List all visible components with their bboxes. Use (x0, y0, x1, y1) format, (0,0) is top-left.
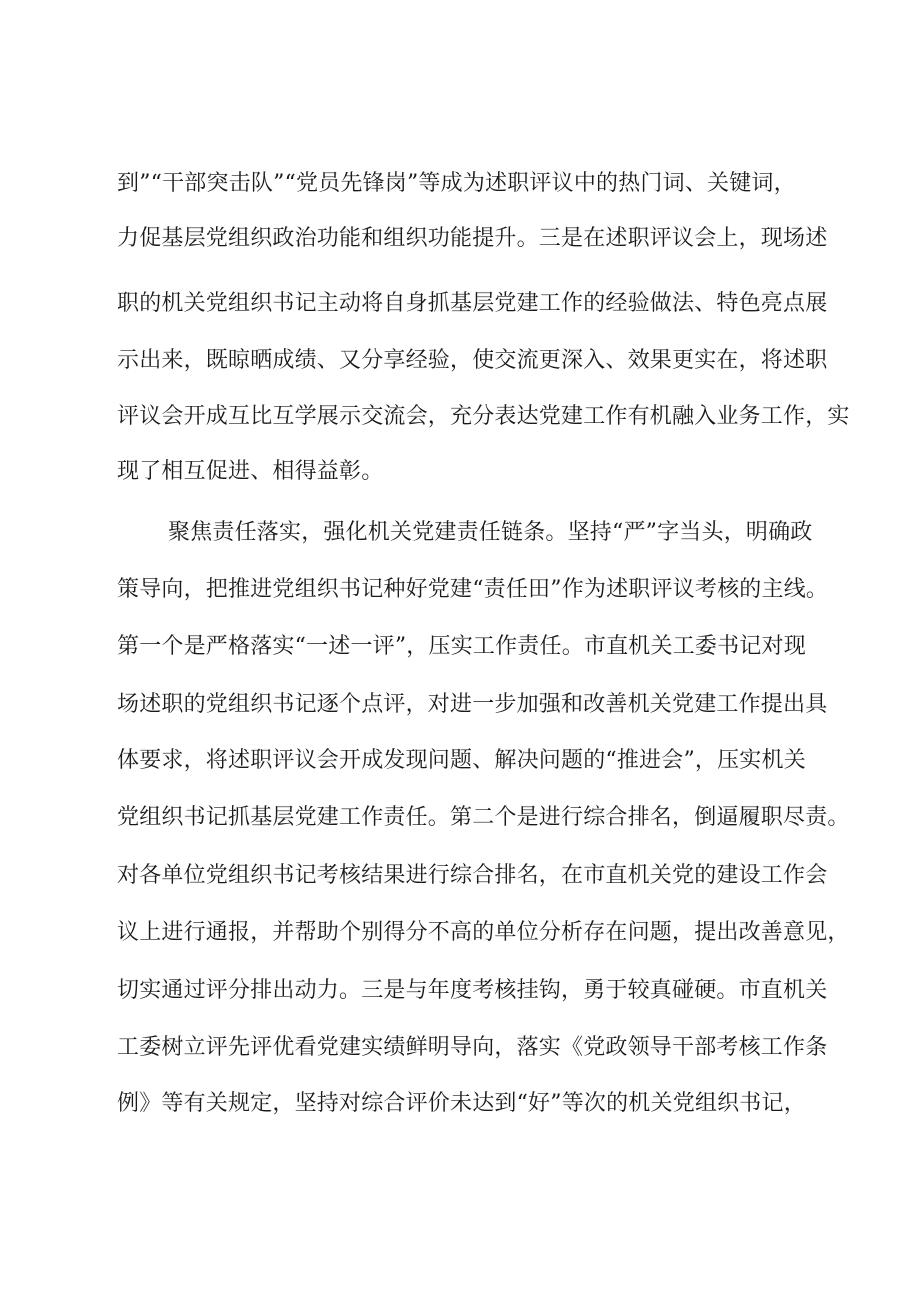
paragraph-2-line-3: 第一个是严格落实“一述一评”，压实工作责任。市直机关工委书记对现 (117, 634, 806, 659)
paragraph-2-line-6: 党组织书记抓基层党建工作责任。第二个是进行综合排名，倒逼履职尽责。 (117, 805, 850, 830)
paragraph-1-line-1: 到”“干部突击队”“党员先锋岗”等成为述职评议中的热门词、关键词， (117, 171, 796, 196)
paragraph-2-line-8: 议上进行通报，并帮助个别得分不高的单位分析存在问题，提出改善意见， (117, 920, 850, 945)
paragraph-1-line-4: 示出来，既晾晒成绩、又分享经验，使交流更深入、效果更实在，将述职 (117, 348, 828, 373)
paragraph-1-line-3: 职的机关党组织书记主动将自身抓基层党建工作的经验做法、特色亮点展 (117, 291, 828, 316)
paragraph-2-line-1: 聚焦责任落实，强化机关党建责任链条。坚持“严”字当头，明确政 (168, 520, 813, 545)
paragraph-1-line-2: 力促基层党组织政治功能和组织功能提升。三是在述职评议会上，现场述 (117, 226, 828, 251)
paragraph-2-line-2: 策导向，把推进党组织书记种好党建“责任田”作为述职评议考核的主线。 (117, 577, 829, 602)
paragraph-2-line-10: 工委树立评先评优看党建实绩鲜明导向，落实《党政领导干部考核工作条 (117, 1035, 828, 1060)
paragraph-2-line-9: 切实通过评分排出动力。三是与年度考核挂钩，勇于较真碰硬。市直机关 (117, 978, 828, 1003)
paragraph-2-line-7: 对各单位党组织书记考核结果进行综合排名，在市直机关党的建设工作会 (117, 863, 828, 888)
paragraph-2-line-11: 例》等有关规定，坚持对综合评价未达到“好”等次的机关党组织书记， (117, 1091, 806, 1116)
paragraph-2-line-4: 场述职的党组织书记逐个点评，对进一步加强和改善机关党建工作提出具 (117, 692, 828, 717)
paragraph-1-line-5: 评议会开成互比互学展示交流会，充分表达党建工作有机融入业务工作，实 (117, 404, 850, 429)
paragraph-2-line-5: 体要求，将述职评议会开成发现问题、解决问题的“推进会”，压实机关 (117, 748, 806, 773)
paragraph-1-line-6: 现了相互促进、相得益彰。 (117, 459, 384, 484)
